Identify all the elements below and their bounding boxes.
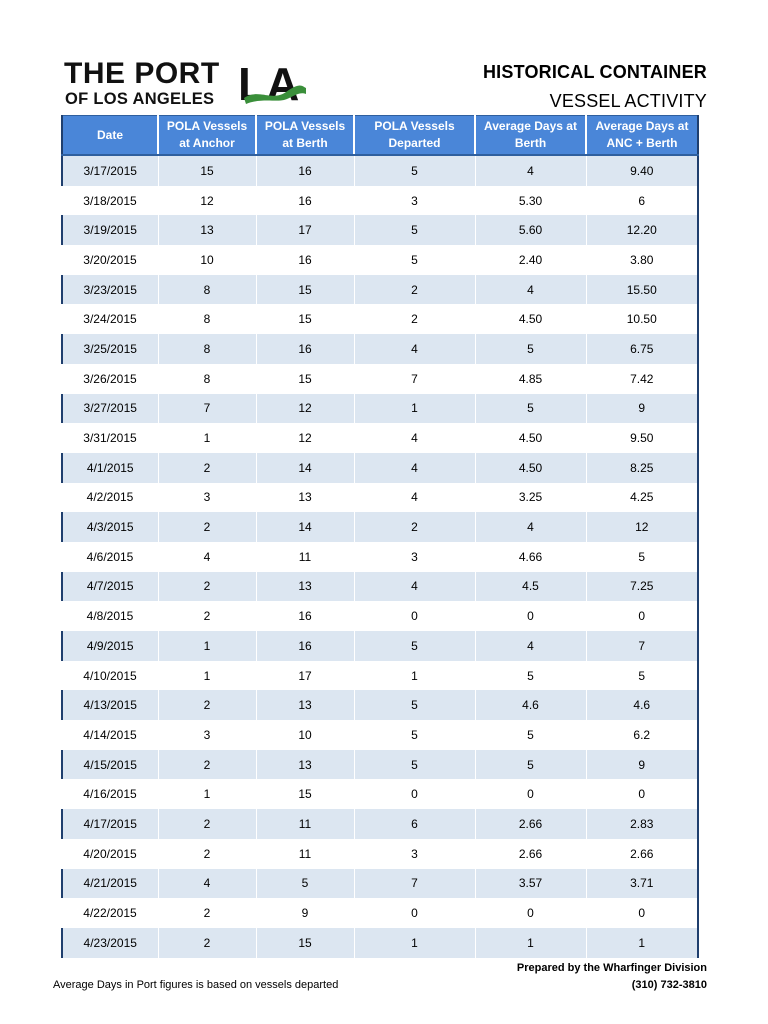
berth-cell: 17 — [256, 215, 354, 245]
departed-cell: 4 — [354, 483, 475, 513]
date-cell: 4/15/2015 — [62, 750, 158, 780]
berth-cell: 13 — [256, 690, 354, 720]
column-header-date: Date — [62, 116, 158, 156]
anchor-cell: 10 — [158, 245, 256, 275]
berth-cell: 14 — [256, 453, 354, 483]
date-cell: 4/7/2015 — [62, 572, 158, 602]
anchor-cell: 4 — [158, 542, 256, 572]
berth-cell: 16 — [256, 155, 354, 186]
anchor-cell: 2 — [158, 601, 256, 631]
avg-berth-cell: 5.60 — [475, 215, 586, 245]
date-cell: 3/27/2015 — [62, 394, 158, 424]
logo-line-1: THE PORT — [64, 57, 220, 90]
date-cell: 4/2/2015 — [62, 483, 158, 513]
anchor-cell: 1 — [158, 661, 256, 691]
avg-anc-berth-cell: 8.25 — [586, 453, 698, 483]
berth-cell: 5 — [256, 869, 354, 899]
avg-anc-berth-cell: 5 — [586, 542, 698, 572]
departed-cell: 3 — [354, 186, 475, 216]
departed-cell: 5 — [354, 245, 475, 275]
berth-cell: 12 — [256, 394, 354, 424]
avg-anc-berth-cell: 7.25 — [586, 572, 698, 602]
avg-berth-cell: 2.40 — [475, 245, 586, 275]
table-row — [62, 750, 698, 780]
avg-anc-berth-cell: 0 — [586, 898, 698, 928]
avg-anc-berth-cell: 0 — [586, 779, 698, 809]
departed-cell: 7 — [354, 364, 475, 394]
berth-cell: 14 — [256, 512, 354, 542]
berth-cell: 16 — [256, 631, 354, 661]
table-row — [62, 334, 698, 364]
document-title-line-2: VESSEL ACTIVITY — [549, 91, 707, 111]
departed-cell: 0 — [354, 601, 475, 631]
footnote: Average Days in Port figures is based on vessels departed — [53, 979, 339, 991]
anchor-cell: 2 — [158, 839, 256, 869]
avg-anc-berth-cell: 1 — [586, 928, 698, 958]
date-cell: 3/20/2015 — [62, 245, 158, 275]
berth-cell: 15 — [256, 928, 354, 958]
table-row — [62, 483, 698, 513]
date-cell: 3/24/2015 — [62, 304, 158, 334]
date-cell: 3/26/2015 — [62, 364, 158, 394]
table-row — [62, 453, 698, 483]
departed-cell: 2 — [354, 512, 475, 542]
date-cell: 4/20/2015 — [62, 839, 158, 869]
departed-cell: 5 — [354, 720, 475, 750]
avg-berth-cell: 5 — [475, 334, 586, 364]
table-row — [62, 186, 698, 216]
table-row — [62, 720, 698, 750]
table-row — [62, 394, 698, 424]
berth-cell: 11 — [256, 809, 354, 839]
berth-cell: 10 — [256, 720, 354, 750]
departed-cell: 5 — [354, 631, 475, 661]
table-row — [62, 542, 698, 572]
table-row — [62, 572, 698, 602]
date-cell: 4/3/2015 — [62, 512, 158, 542]
vessel-activity-table — [61, 115, 699, 958]
avg-berth-cell: 4.6 — [475, 690, 586, 720]
date-cell: 4/21/2015 — [62, 869, 158, 899]
avg-berth-cell: 4.50 — [475, 423, 586, 453]
departed-cell: 1 — [354, 394, 475, 424]
departed-cell: 5 — [354, 750, 475, 780]
date-cell: 3/19/2015 — [62, 215, 158, 245]
table-row — [62, 661, 698, 691]
logo-line-2: OF LOS ANGELES — [65, 90, 215, 108]
table-row — [62, 245, 698, 275]
table-row — [62, 869, 698, 899]
berth-cell: 16 — [256, 245, 354, 275]
avg-berth-cell: 2.66 — [475, 809, 586, 839]
anchor-cell: 8 — [158, 275, 256, 305]
date-cell: 4/23/2015 — [62, 928, 158, 958]
date-cell: 4/16/2015 — [62, 779, 158, 809]
table-row — [62, 275, 698, 305]
date-cell: 4/22/2015 — [62, 898, 158, 928]
departed-cell: 3 — [354, 839, 475, 869]
berth-cell: 11 — [256, 542, 354, 572]
table-row — [62, 155, 698, 186]
departed-cell: 4 — [354, 572, 475, 602]
avg-berth-cell: 5 — [475, 394, 586, 424]
berth-cell: 13 — [256, 483, 354, 513]
logo-mark-text: LA — [238, 58, 300, 108]
date-cell: 4/9/2015 — [62, 631, 158, 661]
avg-berth-cell: 4 — [475, 275, 586, 305]
anchor-cell: 2 — [158, 928, 256, 958]
berth-cell: 9 — [256, 898, 354, 928]
anchor-cell: 3 — [158, 483, 256, 513]
avg-anc-berth-cell: 2.66 — [586, 839, 698, 869]
anchor-cell: 1 — [158, 631, 256, 661]
anchor-cell: 4 — [158, 869, 256, 899]
column-header-avg-days-berth: Average Days at Berth — [475, 116, 586, 156]
date-cell: 4/13/2015 — [62, 690, 158, 720]
anchor-cell: 15 — [158, 155, 256, 186]
table-row — [62, 928, 698, 958]
berth-cell: 15 — [256, 275, 354, 305]
anchor-cell: 12 — [158, 186, 256, 216]
avg-berth-cell: 0 — [475, 898, 586, 928]
table-header-row — [62, 116, 698, 156]
date-cell: 4/14/2015 — [62, 720, 158, 750]
date-cell: 4/17/2015 — [62, 809, 158, 839]
avg-anc-berth-cell: 3.71 — [586, 869, 698, 899]
berth-cell: 15 — [256, 779, 354, 809]
avg-anc-berth-cell: 7.42 — [586, 364, 698, 394]
table-row — [62, 215, 698, 245]
avg-berth-cell: 4 — [475, 631, 586, 661]
avg-anc-berth-cell: 10.50 — [586, 304, 698, 334]
berth-cell: 13 — [256, 750, 354, 780]
avg-berth-cell: 3.25 — [475, 483, 586, 513]
berth-cell: 15 — [256, 304, 354, 334]
table-row — [62, 779, 698, 809]
table-row — [62, 898, 698, 928]
avg-anc-berth-cell: 9.50 — [586, 423, 698, 453]
avg-anc-berth-cell: 0 — [586, 601, 698, 631]
avg-berth-cell: 0 — [475, 601, 586, 631]
departed-cell: 0 — [354, 898, 475, 928]
table-row — [62, 809, 698, 839]
anchor-cell: 8 — [158, 304, 256, 334]
column-header-vessels-departed: POLA Vessels Departed — [354, 116, 475, 156]
avg-anc-berth-cell: 4.25 — [586, 483, 698, 513]
contact-phone: (310) 732-3810 — [631, 979, 707, 991]
departed-cell: 2 — [354, 304, 475, 334]
date-cell: 4/6/2015 — [62, 542, 158, 572]
avg-anc-berth-cell: 12.20 — [586, 215, 698, 245]
departed-cell: 6 — [354, 809, 475, 839]
date-cell: 3/31/2015 — [62, 423, 158, 453]
date-cell: 3/17/2015 — [62, 155, 158, 186]
avg-anc-berth-cell: 9 — [586, 394, 698, 424]
date-cell: 4/1/2015 — [62, 453, 158, 483]
anchor-cell: 1 — [158, 779, 256, 809]
anchor-cell: 2 — [158, 750, 256, 780]
avg-berth-cell: 4.5 — [475, 572, 586, 602]
avg-berth-cell: 3.57 — [475, 869, 586, 899]
anchor-cell: 2 — [158, 809, 256, 839]
date-cell: 4/10/2015 — [62, 661, 158, 691]
anchor-cell: 2 — [158, 690, 256, 720]
anchor-cell: 2 — [158, 512, 256, 542]
departed-cell: 0 — [354, 779, 475, 809]
column-header-vessels-berth: POLA Vessels at Berth — [256, 116, 354, 156]
avg-berth-cell: 4 — [475, 155, 586, 186]
departed-cell: 7 — [354, 869, 475, 899]
avg-anc-berth-cell: 9.40 — [586, 155, 698, 186]
avg-berth-cell: 1 — [475, 928, 586, 958]
avg-berth-cell: 5 — [475, 750, 586, 780]
table-row — [62, 512, 698, 542]
anchor-cell: 13 — [158, 215, 256, 245]
avg-anc-berth-cell: 15.50 — [586, 275, 698, 305]
avg-anc-berth-cell: 5 — [586, 661, 698, 691]
berth-cell: 17 — [256, 661, 354, 691]
table-row — [62, 423, 698, 453]
avg-berth-cell: 4 — [475, 512, 586, 542]
table-row — [62, 839, 698, 869]
avg-anc-berth-cell: 7 — [586, 631, 698, 661]
departed-cell: 2 — [354, 275, 475, 305]
departed-cell: 4 — [354, 334, 475, 364]
avg-berth-cell: 5.30 — [475, 186, 586, 216]
avg-anc-berth-cell: 2.83 — [586, 809, 698, 839]
column-header-avg-days-anc-berth: Average Days at ANC + Berth — [586, 116, 698, 156]
berth-cell: 11 — [256, 839, 354, 869]
avg-berth-cell: 4.85 — [475, 364, 586, 394]
avg-anc-berth-cell: 12 — [586, 512, 698, 542]
departed-cell: 4 — [354, 423, 475, 453]
berth-cell: 16 — [256, 601, 354, 631]
anchor-cell: 3 — [158, 720, 256, 750]
anchor-cell: 7 — [158, 394, 256, 424]
berth-cell: 13 — [256, 572, 354, 602]
column-header-vessels-anchor: POLA Vessels at Anchor — [158, 116, 256, 156]
anchor-cell: 2 — [158, 898, 256, 928]
date-cell: 3/18/2015 — [62, 186, 158, 216]
document-title-line-1: HISTORICAL CONTAINER — [482, 62, 707, 82]
departed-cell: 5 — [354, 690, 475, 720]
departed-cell: 1 — [354, 661, 475, 691]
avg-berth-cell: 4.50 — [475, 304, 586, 334]
table-row — [62, 304, 698, 334]
la-logo-mark-icon — [236, 58, 306, 108]
anchor-cell: 2 — [158, 572, 256, 602]
departed-cell: 5 — [354, 215, 475, 245]
date-cell: 3/25/2015 — [62, 334, 158, 364]
avg-anc-berth-cell: 6.2 — [586, 720, 698, 750]
table-row — [62, 601, 698, 631]
date-cell: 3/23/2015 — [62, 275, 158, 305]
avg-anc-berth-cell: 4.6 — [586, 690, 698, 720]
anchor-cell: 8 — [158, 334, 256, 364]
berth-cell: 16 — [256, 186, 354, 216]
departed-cell: 1 — [354, 928, 475, 958]
departed-cell: 3 — [354, 542, 475, 572]
table-row — [62, 690, 698, 720]
avg-anc-berth-cell: 9 — [586, 750, 698, 780]
avg-anc-berth-cell: 6 — [586, 186, 698, 216]
avg-berth-cell: 5 — [475, 661, 586, 691]
prepared-by: Prepared by the Wharfinger Division — [516, 962, 707, 974]
departed-cell: 4 — [354, 453, 475, 483]
table-row — [62, 364, 698, 394]
date-cell: 4/8/2015 — [62, 601, 158, 631]
anchor-cell: 8 — [158, 364, 256, 394]
avg-berth-cell: 0 — [475, 779, 586, 809]
avg-berth-cell: 4.50 — [475, 453, 586, 483]
avg-anc-berth-cell: 3.80 — [586, 245, 698, 275]
anchor-cell: 2 — [158, 453, 256, 483]
avg-anc-berth-cell: 6.75 — [586, 334, 698, 364]
berth-cell: 16 — [256, 334, 354, 364]
avg-berth-cell: 2.66 — [475, 839, 586, 869]
table-row — [62, 631, 698, 661]
avg-berth-cell: 5 — [475, 720, 586, 750]
berth-cell: 15 — [256, 364, 354, 394]
anchor-cell: 1 — [158, 423, 256, 453]
avg-berth-cell: 4.66 — [475, 542, 586, 572]
berth-cell: 12 — [256, 423, 354, 453]
departed-cell: 5 — [354, 155, 475, 186]
port-logo — [64, 58, 314, 110]
